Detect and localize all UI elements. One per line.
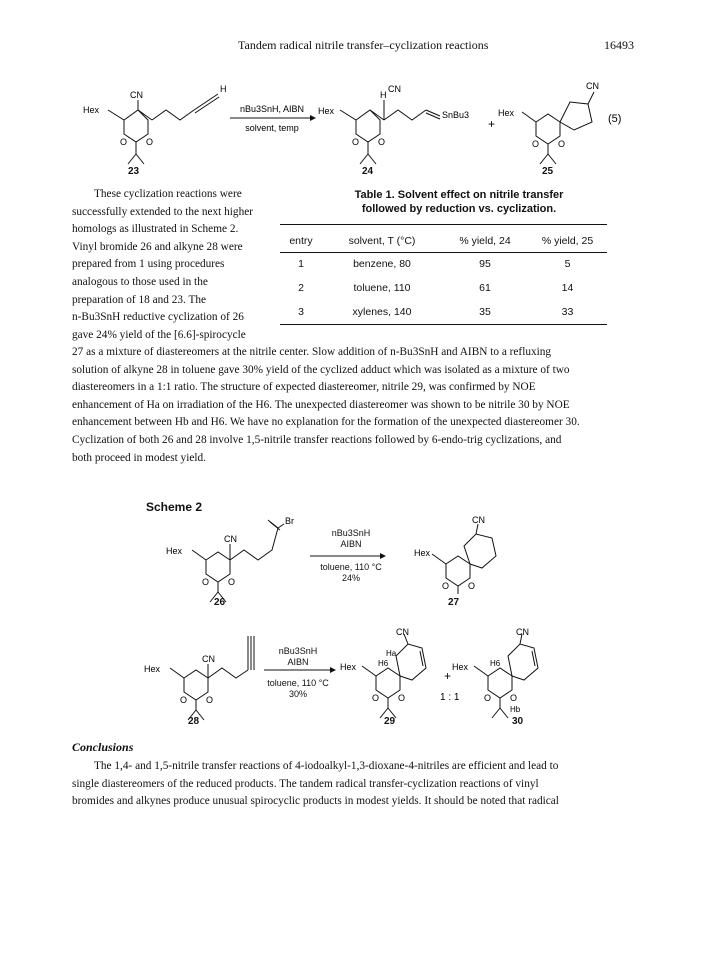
h6-label: H6: [378, 659, 389, 668]
cn-label: CN: [472, 515, 485, 525]
caption-line: followed by reduction vs. cyclization.: [361, 203, 557, 215]
cn-label: CN: [516, 627, 529, 637]
scheme-2-title: Scheme 2: [146, 500, 203, 514]
cell-yield-24: 35: [479, 305, 491, 318]
text-line: n-Bu3SnH reductive cyclization of 26: [72, 311, 244, 324]
o-label: O: [180, 695, 188, 705]
text-line: solution of alkyne 28 in toluene gave 30% yield of the cyclized adduct which was isolated as a mixture of two: [72, 363, 570, 376]
arrow-head: [380, 553, 386, 559]
o-label: O: [378, 137, 386, 147]
o-label: O: [484, 693, 492, 703]
text-line: single diastereomers of the reduced products. The tandem radical transfer-cyclization reactions of vinyl: [72, 777, 539, 790]
paragraph-left-column: [72, 186, 304, 344]
condition-line: 30%: [288, 689, 307, 699]
hex-label: Hex: [498, 108, 515, 118]
condition-line: 24%: [341, 573, 360, 583]
cell-yield-25: 33: [561, 305, 574, 318]
o-label: O: [510, 693, 518, 703]
condition-line: toluene, 110 °C: [267, 678, 329, 688]
compound-29-structure: [362, 634, 426, 718]
caption-line: Table 1. Solvent effect on nitrile transfer: [354, 189, 564, 201]
compound-30-structure: [474, 634, 538, 718]
reaction-2-conditions: [258, 678, 338, 700]
arrow-head: [310, 115, 316, 121]
compound-number-25: 25: [542, 166, 554, 177]
table-row: [280, 252, 607, 276]
reagent-line: AIBN: [340, 539, 362, 549]
conditions-bottom: solvent, temp: [245, 123, 299, 133]
cn-label: CN: [388, 84, 401, 94]
compound-number-26: 26: [214, 597, 226, 608]
paragraph-full-width: [72, 344, 632, 467]
reaction-1-reagents: [306, 528, 396, 550]
br-label: Br: [285, 516, 294, 526]
reagent-line: AIBN: [287, 657, 309, 667]
plus-sign: +: [488, 117, 496, 131]
hex-label: Hex: [318, 106, 335, 116]
cell-solvent: benzene, 80: [353, 258, 411, 271]
ratio-label: 1 : 1: [440, 692, 460, 703]
text-line: both proceed in modest yield.: [72, 451, 206, 464]
table-header-row: [280, 230, 607, 252]
text-line: enhancement between Hb and H6. We have no explanation for the formation of the unexpected diastereomer 30.: [72, 416, 580, 429]
hb-label: Hb: [510, 705, 521, 714]
compound-number-27: 27: [448, 597, 460, 608]
page-number: 16493: [604, 38, 634, 52]
h-label: H: [380, 90, 387, 100]
hex-label: Hex: [83, 105, 100, 115]
table-row: [280, 276, 607, 300]
o-label: O: [558, 139, 566, 149]
hex-label: Hex: [166, 546, 183, 556]
compound-number-30: 30: [512, 716, 524, 727]
condition-line: toluene, 110 °C: [320, 562, 382, 572]
cell-solvent: toluene, 110: [353, 282, 411, 294]
cell-entry: 3: [298, 305, 304, 318]
compound-26-structure: [192, 520, 284, 602]
o-label: O: [398, 693, 406, 703]
reaction-1-conditions: [306, 562, 396, 584]
running-title: Tandem radical nitrile transfer–cyclization reactions: [238, 38, 489, 52]
cn-label: CN: [396, 627, 409, 637]
equation-5-scheme: [80, 78, 640, 178]
o-label: O: [442, 581, 450, 591]
compound-number-28: 28: [188, 716, 200, 727]
reaction-2-reagents: [258, 646, 338, 668]
text-line: enhancement of Ha on irradiation of the H6. The unexpected diastereomer was shown to be nitrile 30 by NOE: [72, 398, 570, 411]
o-label: O: [228, 577, 236, 587]
compound-25-structure: [522, 92, 594, 164]
o-label: O: [120, 137, 128, 147]
o-label: O: [468, 581, 476, 591]
reagent-line: nBu3SnH: [278, 646, 318, 656]
header-solvent: solvent, T (°C): [348, 234, 416, 247]
hex-label: Hex: [144, 664, 161, 674]
o-label: O: [202, 577, 210, 587]
scheme-2-reaction-2: [140, 626, 560, 726]
text-line: gave 24% yield of the [6.6]-spirocycle: [72, 328, 246, 341]
compound-number-24: 24: [362, 166, 374, 177]
reagent-line: nBu3SnH: [331, 528, 371, 538]
cn-label: CN: [586, 81, 599, 91]
h6-label: H6: [490, 659, 501, 668]
text-line: The 1,4- and 1,5-nitrile transfer reactions of 4-iodoalkyl-1,3-dioxane-4-nitriles are efficient and lead to: [94, 760, 559, 772]
header-entry: entry: [289, 234, 313, 247]
compound-28-structure: [170, 636, 254, 720]
o-label: O: [146, 137, 154, 147]
text-line: Vinyl bromide 26 and alkyne 28 were: [72, 240, 243, 253]
hex-label: Hex: [414, 548, 431, 558]
o-label: O: [352, 137, 360, 147]
cell-yield-24: 61: [479, 282, 491, 294]
cell-solvent: xylenes, 140: [352, 305, 412, 318]
text-line: analogous to those used in the: [72, 275, 208, 288]
compound-24-structure: [340, 100, 440, 164]
compound-number-29: 29: [384, 716, 396, 727]
cell-yield-25: 14: [561, 282, 574, 294]
plus-sign: +: [444, 669, 452, 683]
text-line: 27 as a mixture of diastereomers at the nitrile center. Slow addition of n-Bu3SnH and AIBN to a refluxing: [72, 346, 552, 358]
conclusions-heading: Conclusions: [72, 740, 134, 754]
ha-label: Ha: [386, 649, 397, 658]
table-caption: [310, 188, 608, 216]
text-line: prepared from 1 using procedures: [72, 258, 225, 271]
text-line: homologs as illustrated in Scheme 2.: [72, 223, 239, 236]
header-yield-24: % yield, 24: [459, 234, 511, 247]
o-label: O: [532, 139, 540, 149]
compound-number-23: 23: [128, 166, 140, 177]
hex-label: Hex: [452, 662, 469, 672]
o-label: O: [372, 693, 380, 703]
cn-label: CN: [202, 654, 215, 664]
cn-label: CN: [224, 534, 237, 544]
cell-yield-25: 5: [564, 258, 571, 271]
h-label: H: [220, 84, 227, 94]
cn-label: CN: [130, 90, 143, 100]
cell-entry: 2: [298, 282, 304, 294]
table-1: [280, 230, 607, 325]
conditions-top: nBu3SnH, AIBN: [239, 104, 305, 114]
o-label: O: [206, 695, 214, 705]
equation-number: (5): [608, 113, 622, 125]
table-row: [280, 300, 607, 324]
hex-label: Hex: [340, 662, 357, 672]
snbu3-label: SnBu3: [442, 110, 470, 120]
table-rule-top: [280, 224, 607, 225]
cell-yield-24: 95: [479, 258, 491, 271]
header-yield-25: % yield, 25: [541, 234, 594, 247]
cell-entry: 1: [298, 258, 304, 271]
compound-23-structure: [108, 94, 219, 164]
text-line: These cyclization reactions were: [94, 188, 242, 200]
text-line: successfully extended to the next higher: [72, 205, 254, 218]
text-line: Cyclization of both 26 and 28 involve 1,5-nitrile transfer reactions followed by 6-endo-trig cyclizations, and: [72, 433, 562, 446]
text-line: preparation of 18 and 23. The: [72, 293, 207, 306]
conclusions-paragraph: [72, 758, 632, 811]
text-line: bromides and alkynes produce unusual spirocyclic products in modest yields. It should be noted that radical: [72, 795, 559, 808]
text-line: diastereomers in a 1:1 ratio. The structure of expected diastereomer, nitrile 29, was confirmed by NOE: [72, 381, 536, 394]
